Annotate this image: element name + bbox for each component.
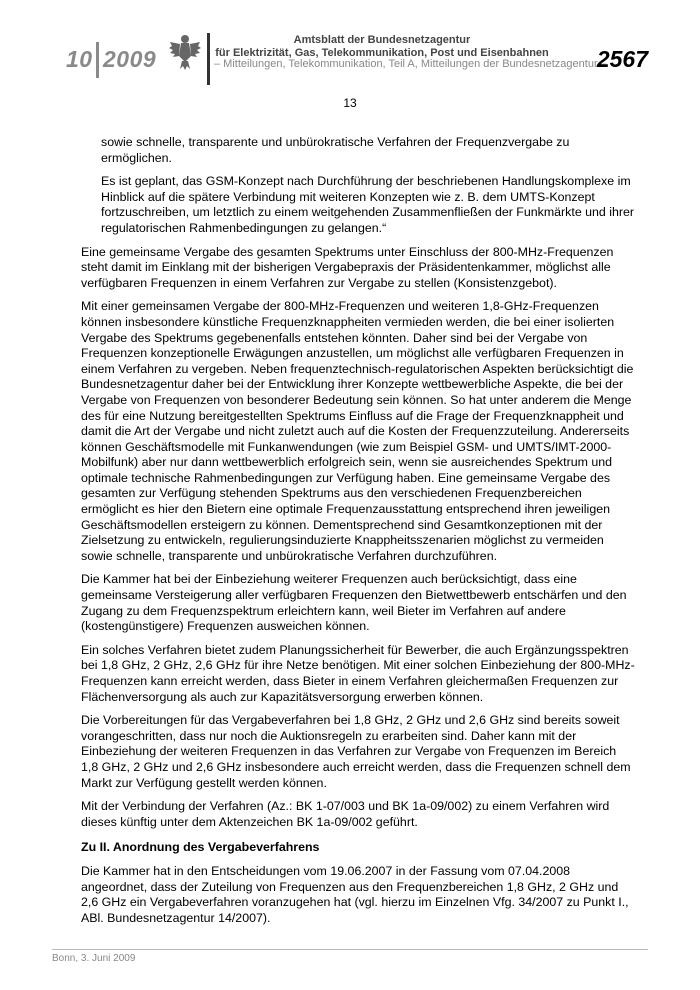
paragraph-7: Die Kammer hat in den Entscheidungen vom 19.06.2007 in der Fassung vom 07.04.2008 angeordnet, dass der Zuteilung von Frequenzen aus den Frequenzbereichen 1,8 GHz, 2 GHz und 2,6 GHz ein Vergabeverfahren voranzugehen hat (vgl. hierzu im Einzelnen Vfg. 34/2007 zu Punkt I., ABl. Bundesnetzagentur 14/2007). bbox=[81, 863, 629, 925]
gazette-page-number: 2567 bbox=[596, 46, 648, 72]
gazette-title-line1: Amtsblatt der Bundesnetzagentur bbox=[293, 34, 471, 46]
issue-year: 2009 bbox=[103, 46, 157, 72]
paragraph-5: Die Vorbereitungen für das Vergabeverfahren bei 1,8 GHz, 2 GHz und 2,6 GHz sind bereits soweit vorangeschritten, dass nur noch die Auktionsregeln zu erarbeiten sind. Daher kann mit der Einbeziehung der weiteren Frequenzen in das Verfahren zur Vergabe von Frequenzen im Bereich 1,8 GHz, 2 GHz und 2,6 GHz insbesondere auch erreicht werden, dass die Frequenzen schnell dem Markt zur Verfügung gestellt werden können. bbox=[81, 713, 631, 790]
footer-date: Bonn, 3. Juni 2009 bbox=[52, 953, 136, 964]
issue-num: 10 bbox=[66, 46, 93, 72]
federal-eagle-icon bbox=[168, 32, 202, 72]
paragraph-4: Ein solches Verfahren bietet zudem Planungssicherheit für Bewerber, die auch Ergänzungsspektren bei 1,8 GHz, 2 GHz, 2,6 GHz für ihre Netze benötigen. Mit einer solchen Einbeziehung der 800-MHz-Frequenzen kann erreicht werden, dass Bieter in einem Verfahren gleichermaßen Frequenzen zur Flächenversorgung als auch zur Kapazitätsversorgung erwerben können. bbox=[81, 642, 635, 704]
paragraph-3: Die Kammer hat bei der Einbeziehung weiterer Frequenzen auch berücksichtigt, dass eine gemeinsame Versteigerung aller verfügbaren Frequenzen den Bietwettbewerb entschärfen und den Zugang zu dem Frequenzspektrum erleichtern kann, weil Bieter im Verfahren auf andere (kostengünstigere) Frequenzen ausweichen können. bbox=[81, 572, 627, 634]
gazette-title-line2: für Elektrizität, Gas, Telekommunikation, Post und Eisenbahnen bbox=[215, 47, 549, 59]
quote-paragraph-2: Es ist geplant, das GSM-Konzept nach Durchführung der beschriebenen Handlungskomplexe im Hinblick auf die spätere Verbindung mit weiteren Konzepten wie z. B. dem UMTS-Konzept fortzuschreiben, um letztlich zu einem weitgehenden Zusammenfließen der Funkmärkte und ihrer regulatorischen Rahmenbedingungen zu gelangen.“ bbox=[101, 174, 635, 235]
gazette-title bbox=[210, 34, 554, 60]
paragraph-1: Eine gemeinsame Vergabe des gesamten Spektrums unter Einschluss der 800-MHz-Frequenzen steht damit im Einklang mit der bisherigen Vergabepraxis der Präsidentenkammer, möglichst alle verfügbaren Frequenzen in einem Verfahren zur Vergabe zu stellen (Konsistenzgebot). bbox=[81, 244, 614, 290]
section-heading: Zu II. Anordnung des Vergabeverfahrens bbox=[81, 840, 320, 855]
footer-divider bbox=[52, 949, 648, 950]
header-divider bbox=[96, 42, 99, 78]
paragraph-6: Mit der Verbindung der Verfahren (Az.: BK 1-07/003 und BK 1a-09/002) zu einem Verfahren wird dieses künftig unter dem Aktenzeichen BK 1a-09/002 geführt. bbox=[81, 799, 610, 829]
document-page-number: 13 bbox=[343, 96, 357, 110]
body-text bbox=[81, 135, 636, 934]
paragraph-2: Mit einer gemeinsamen Vergabe der 800-MHz-Frequenzen und weiteren 1,8-GHz-Frequenzen können insbesondere künstliche Frequenzknappheiten vermieden werden, die bei einer isolierten Vergabe des Spektrums gegebenenfalls entstehen könnten. Daher sind bei der Vergabe von Frequenzen konzeptionelle Erwägungen anzustellen, um möglichst alle verfügbaren Frequenzen in einem Verfahren zu vergeben. Neben frequenztechnisch-regulatorischen Aspekten berücksichtigt die Bundesnetzagentur daher bei der Entwicklung ihrer Konzepte wettbewerbliche Aspekte, die bei der Vergabe von Frequenzen von besonderer Bedeutung sein können. So hat unter anderem die Menge des für eine Nutzung bereitgestellten Spektrums Einfluss auf die Frage der Frequenzknappheit und damit die Art der Vergabe und nicht zuletzt auch auf die Kosten der Frequenzzuteilung. Andererseits können Geschäftsmodelle mit Funkanwendungen (wie zum Beispiel GSM- und UMTS/IMT-2000-Mobilfunk) aber nur dann wettbewerblich erfolgreich sein, wenn sie ausreichendes Spektrum und optimale technische Rahmenbedingungen zur Verfügung haben. Eine gemeinsame Vergabe des gesamten zur Verfügung stehenden Spektrums aus den verschiedenen Frequenzbereichen ermöglicht es hier den Bietern eine optimale Frequenzausstattung entsprechend ihren jeweiligen Geschäftsmodellen ersteigern zu können. Dementsprechend sind Gesamtkonzeptionen mit der Zielsetzung zu entwickeln, regulierungsinduzierte Knappheitsszenarien möglichst zu vermeiden sowie schnelle, transparente und unbürokratische Verfahren durchzuführen. bbox=[81, 299, 634, 563]
gazette-subtitle: – Mitteilungen, Telekommunikation, Teil A, Mitteilungen der Bundesnetzagentur – bbox=[214, 58, 607, 70]
quote-paragraph-1: sowie schnelle, transparente und unbürokratische Verfahren der Frequenzvergabe zu ermöglichen. bbox=[101, 135, 570, 165]
